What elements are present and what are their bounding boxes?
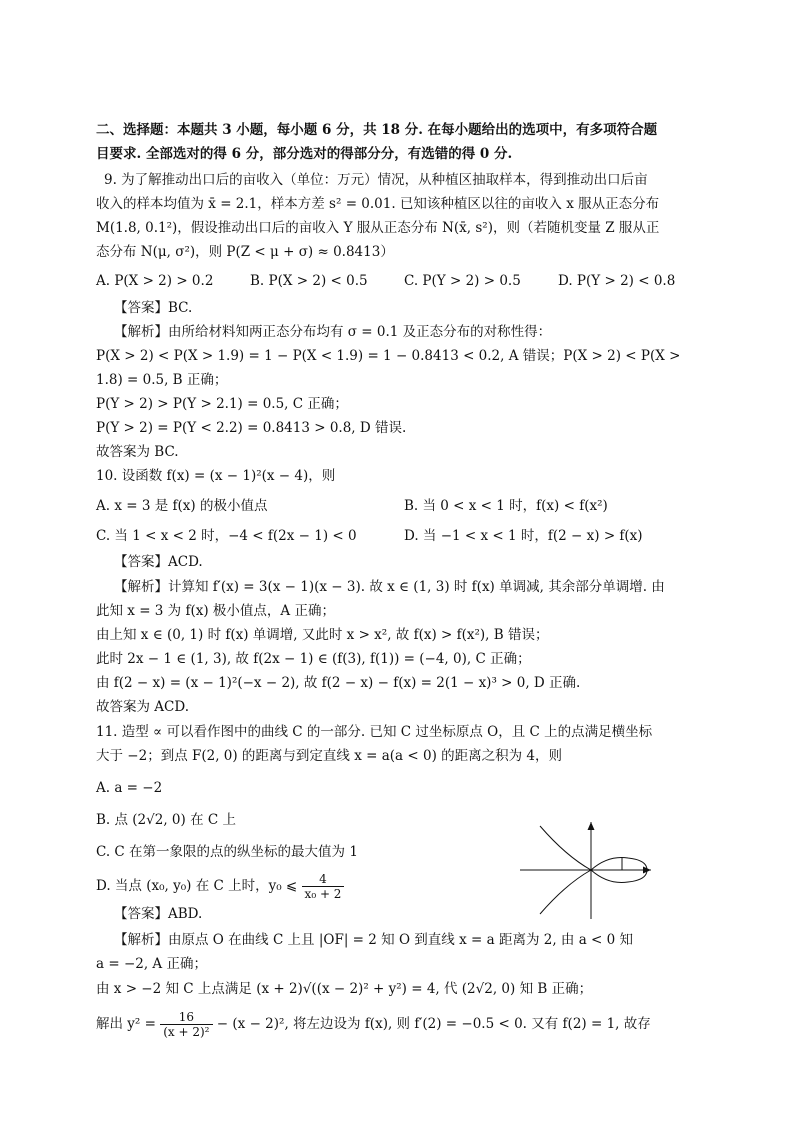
- q9-analysis-4: P(Y > 2) > P(Y > 2.1) = 0.5, C 正确；: [96, 396, 348, 412]
- q9-stem-3: M(1.8, 0.1²)，假设推动出口后的亩收入 Y 服从正态分布 N(x̄, s²)，则（若随机变量 Z 服从正: [96, 220, 660, 236]
- q10-option-d: D. 当 −1 < x < 1 时，f(2 − x) > f(x): [404, 528, 643, 544]
- q11-stem-1: 11. 造型 ∝ 可以看作图中的曲线 C 的一部分. 已知 C 过坐标原点 O，且 C 上的点满足横坐标: [96, 724, 653, 740]
- q10-analysis-1: 【解析】计算知 f′(x) = 3(x − 1)(x − 3). 故 x ∈ (1, 3) 时 f(x) 单调减, 其余部分单调增. 由: [114, 579, 665, 595]
- q9-option-a: A. P(X > 2) > 0.2: [96, 273, 214, 289]
- q11-option-d-numerator: 4: [302, 872, 345, 887]
- q10-analysis-5: 由 f(2 − x) = (x − 1)²(−x − 2), 故 f(2 − x) − f(x) = 2(1 − x)³ > 0, D 正确.: [96, 675, 581, 691]
- q10-stem: 10. 设函数 f(x) = (x − 1)²(x − 4)，则: [96, 468, 336, 484]
- q9-answer: 【答案】BC.: [114, 300, 193, 316]
- q9-analysis-1: 【解析】由所给材料知两正态分布均有 σ = 0.1 及正态分布的对称性得：: [114, 324, 552, 340]
- q10-analysis-6: 故答案为 ACD.: [96, 699, 190, 715]
- q10-analysis-4: 此时 2x − 1 ∈ (1, 3), 故 f(2x − 1) ∈ (f(3), f(1)) = (−4, 0), C 正确；: [96, 651, 531, 667]
- q9-option-c: C. P(Y > 2) > 0.5: [404, 273, 521, 289]
- q11-option-d-fraction: [302, 872, 345, 901]
- q10-option-a: A. x = 3 是 f(x) 的极小值点: [96, 498, 268, 514]
- q9-option-b: B. P(X > 2) < 0.5: [250, 273, 368, 289]
- q11-analysis-4-fraction: [160, 1010, 212, 1039]
- section-header-line-2: 目要求. 全部选对的得 6 分，部分选对的得部分分，有选错的得 0 分.: [96, 146, 513, 162]
- q11-option-b: B. 点 (2√2, 0) 在 C 上: [96, 812, 236, 828]
- q11-analysis-4-suffix: − (x − 2)², 将左边设为 f(x), 则 f′(2) = −0.5 < 0. 又有 f(2) = 1, 故存: [216, 1016, 651, 1032]
- y-axis-arrow: [588, 822, 595, 830]
- q11-stem-2: 大于 −2；到点 F(2, 0) 的距离与到定直线 x = a(a < 0) 的距离之积为 4，则: [96, 748, 563, 764]
- q11-option-d: [96, 872, 344, 901]
- q11-option-c: C. C 在第一象限的点的纵坐标的最大值为 1: [96, 844, 358, 860]
- q11-analysis-4-numerator: 16: [160, 1010, 212, 1025]
- q9-analysis-2: P(X > 2) < P(X > 1.9) = 1 − P(X < 1.9) = 1 − 0.8413 < 0.2, A 错误；P(X > 2) < P(X >: [96, 348, 681, 364]
- q11-analysis-2: a = −2, A 正确；: [96, 956, 207, 972]
- q11-answer: 【答案】ABD.: [114, 906, 203, 922]
- q11-option-d-denominator: x₀ + 2: [304, 887, 342, 901]
- q10-option-c: C. 当 1 < x < 2 时，−4 < f(2x − 1) < 0: [96, 528, 357, 544]
- section-header-line-1: 二、选择题：本题共 3 小题，每小题 6 分，共 18 分. 在每小题给出的选项中，有多项符合题: [96, 122, 658, 138]
- q11-option-d-prefix: D. 当点 (x₀, y₀) 在 C 上时，y₀ ⩽: [96, 878, 298, 894]
- curve-figure: [518, 818, 652, 920]
- q11-option-a: A. a = −2: [96, 780, 163, 796]
- q9-analysis-6: 故答案为 BC.: [96, 444, 179, 460]
- q10-analysis-2: 此知 x = 3 为 f(x) 极小值点，A 正确；: [96, 603, 335, 619]
- q11-analysis-3: 由 x > −2 知 C 上点满足 (x + 2)√((x − 2)² + y²) = 4, 代 (2√2, 0) 知 B 正确；: [96, 981, 593, 997]
- q9-stem-1: 9. 为了解推动出口后的亩收入（单位：万元）情况，从种植区抽取样本，得到推动出口后亩: [104, 172, 648, 188]
- q10-option-b: B. 当 0 < x < 1 时，f(x) < f(x²): [404, 498, 608, 514]
- q11-analysis-1: 【解析】由原点 O 在曲线 C 上且 |OF| = 2 知 O 到直线 x = a 距离为 2, 由 a < 0 知: [114, 932, 634, 948]
- q9-stem-2: 收入的样本均值为 x̄ = 2.1，样本方差 s² = 0.01. 已知该种植区以往的亩收入 x 服从正态分布: [96, 196, 660, 212]
- q9-stem-4: 态分布 N(μ, σ²)，则 P(Z < μ + σ) ≈ 0.8413）: [96, 244, 394, 260]
- q11-analysis-4-prefix: 解出 y² =: [96, 1016, 156, 1032]
- q10-analysis-3: 由上知 x ∈ (0, 1) 时 f(x) 单调增, 又此时 x > x², 故 f(x) > f(x²), B 错误；: [96, 627, 549, 643]
- q11-analysis-4-denominator: (x + 2)²: [163, 1025, 210, 1039]
- q9-option-d: D. P(Y > 2) < 0.8: [558, 273, 676, 289]
- q9-analysis-5: P(Y > 2) = P(Y < 2.2) = 0.8413 > 0.8, D 错误.: [96, 420, 407, 436]
- q10-answer: 【答案】ACD.: [114, 554, 203, 570]
- q11-analysis-4: [96, 1010, 651, 1039]
- q9-analysis-3: 1.8) = 0.5, B 正确；: [96, 372, 228, 388]
